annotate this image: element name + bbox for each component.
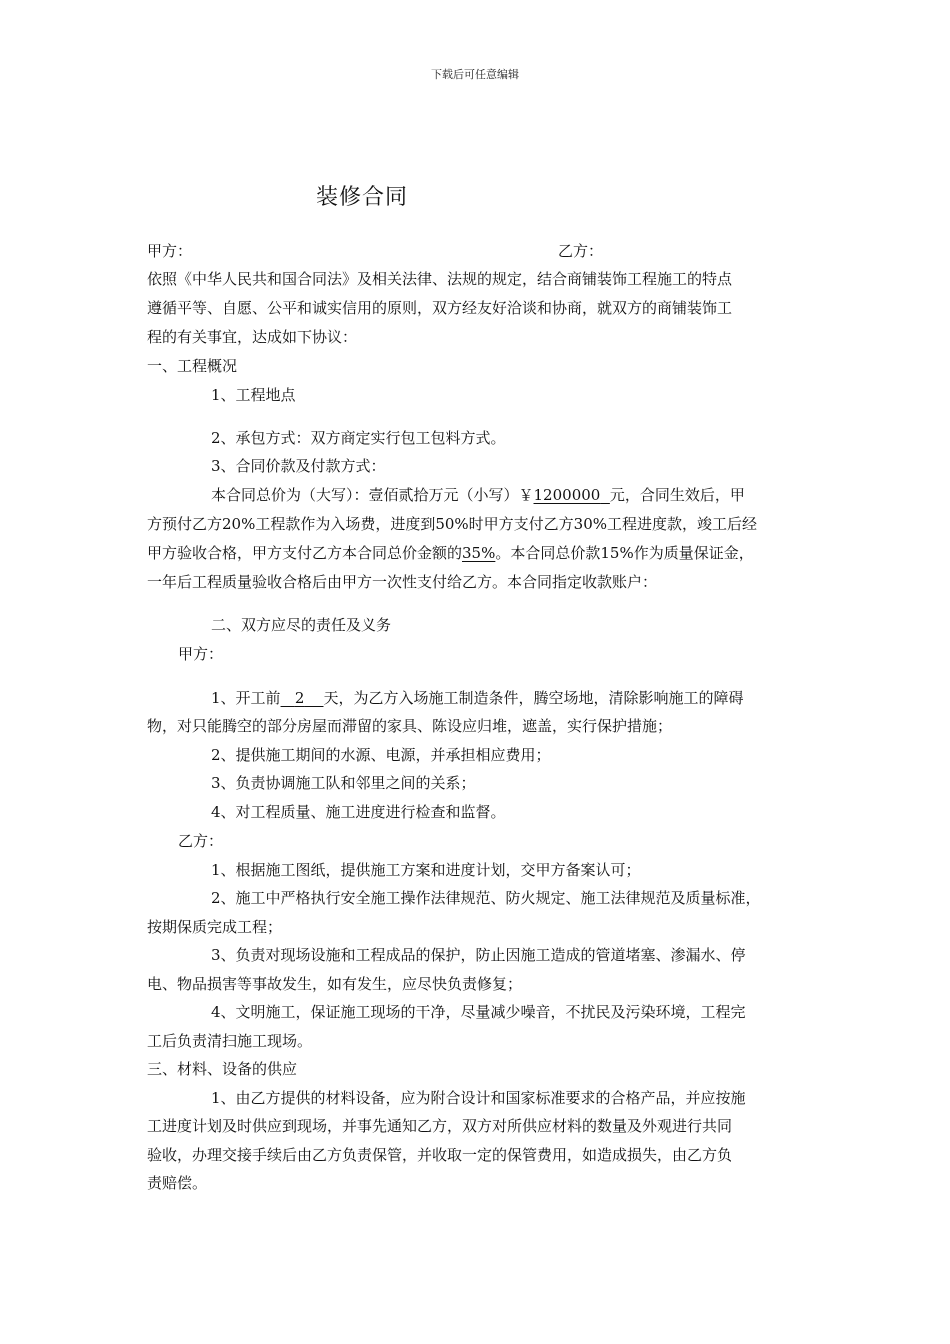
payment-text-before: 甲方验收合格，甲方支付乙方本合同总价金额的 [147,544,463,562]
party-a-label: 甲方： [147,242,193,260]
intro-line-2: 遵循平等、自愿、公平和诚实信用的原则，双方经友好洽谈和协商，就双方的商铺装饰工 [147,299,733,317]
a1-text-after: 天，为乙方入场施工制造条件，腾空场地，清除影响施工的障碍 [323,689,744,707]
intro-line-3: 程的有关事宜，达成如下协议： [147,328,358,346]
section-2-heading: 二、双方应尽的责任及义务 [211,616,392,634]
s2-b-item-3: 3、负责对现场设施和工程成品的保护，防止因施工造成的管道堵塞、渗漏水、停 [211,946,746,964]
s1-item-location: 1、工程地点 [211,386,296,404]
s3-item-1-line-2: 工进度计划及时供应到现场，并事先通知乙方，双方对所供应材料的数量及外观进行共同 [147,1117,733,1135]
s2-a-item-1-cont: 物，对只能腾空的部分房屋而滞留的家具、陈设应归堆，遮盖，实行保护措施； [147,717,673,735]
s2-a-item-3: 3、负责协调施工队和邻里之间的关系； [211,774,476,792]
s3-item-1-line-3: 验收，办理交接手续后由乙方负责保管，并收取一定的保管费用，如造成损失，由乙方负 [147,1146,733,1164]
s2-a-item-4: 4、对工程质量、施工进度进行检查和监督。 [211,803,506,821]
a1-days-value: 2 [294,689,305,707]
price-amount [534,486,610,504]
payment-percent: 35% [462,544,496,562]
s1-item-price-heading: 3、合同价款及付款方式： [211,457,386,475]
price-text-after: 元，合同生效后，甲 [609,486,745,504]
s2-b-item-2-cont: 按期保质完成工程； [147,918,283,936]
price-text-before: 本合同总价为（大写）：壹佰贰拾万元（小写）￥ [211,486,534,504]
s3-item-1-line-1: 1、由乙方提供的材料设备，应为附合设计和国家标准要求的合格产品，并应按施 [211,1089,746,1107]
section-3-heading: 三、材料、设备的供应 [147,1060,298,1078]
s1-price-line [211,485,745,505]
parties-line [147,241,604,261]
s2-b-item-1: 1、根据施工图纸，提供施工方案和进度计划，交甲方备案认可； [211,861,641,879]
party-b-label: 乙方： [558,242,604,260]
s1-payment-line-3 [147,543,754,563]
s2-b-item-3-cont: 电、物品损害等事故发生，如有发生，应尽快负责修复； [147,975,523,993]
payment-text-after: 。本合同总价款15%作为质量保证金， [495,544,754,562]
s1-payment-line-4: 一年后工程质量验收合格后由甲方一次性支付给乙方。本合同指定收款账户： [147,573,658,591]
s2-a-item-1 [211,688,744,708]
s3-item-1-line-4: 责赔偿。 [147,1174,208,1192]
section-1-heading: 一、工程概况 [147,357,238,375]
intro-line-1: 依照《中华人民共和国合同法》及相关法律、法规的规定，结合商铺装饰工程施工的特点 [147,270,733,288]
s2-party-b-label: 乙方： [178,832,224,850]
s2-b-item-2: 2、施工中严格执行安全施工操作法律规范、防火规定、施工法律规范及质量标准， [211,889,761,907]
s2-b-item-4: 4、文明施工，保证施工现场的干净，尽量减少噪音，不扰民及污染环境，工程完 [211,1003,746,1021]
a1-text-before: 1、开工前 [211,689,281,707]
s2-party-a-label: 甲方： [178,645,224,663]
a1-days [281,689,324,707]
s1-payment-line-2: 方预付乙方20%工程款作为入场费，进度到50%时甲方支付乙方30%工程进度款，竣工后经 [147,515,758,533]
document-title: 装修合同 [316,185,409,210]
s2-b-item-4-cont: 工后负责清扫施工现场。 [147,1032,313,1050]
s1-item-contract-mode: 2、承包方式：双方商定实行包工包料方式。 [211,429,506,447]
page-header: 下载后可任意编辑 [431,68,519,81]
price-amount-value: 1200000 [533,486,601,504]
s2-a-item-2: 2、提供施工期间的水源、电源，并承担相应费用； [211,746,551,764]
